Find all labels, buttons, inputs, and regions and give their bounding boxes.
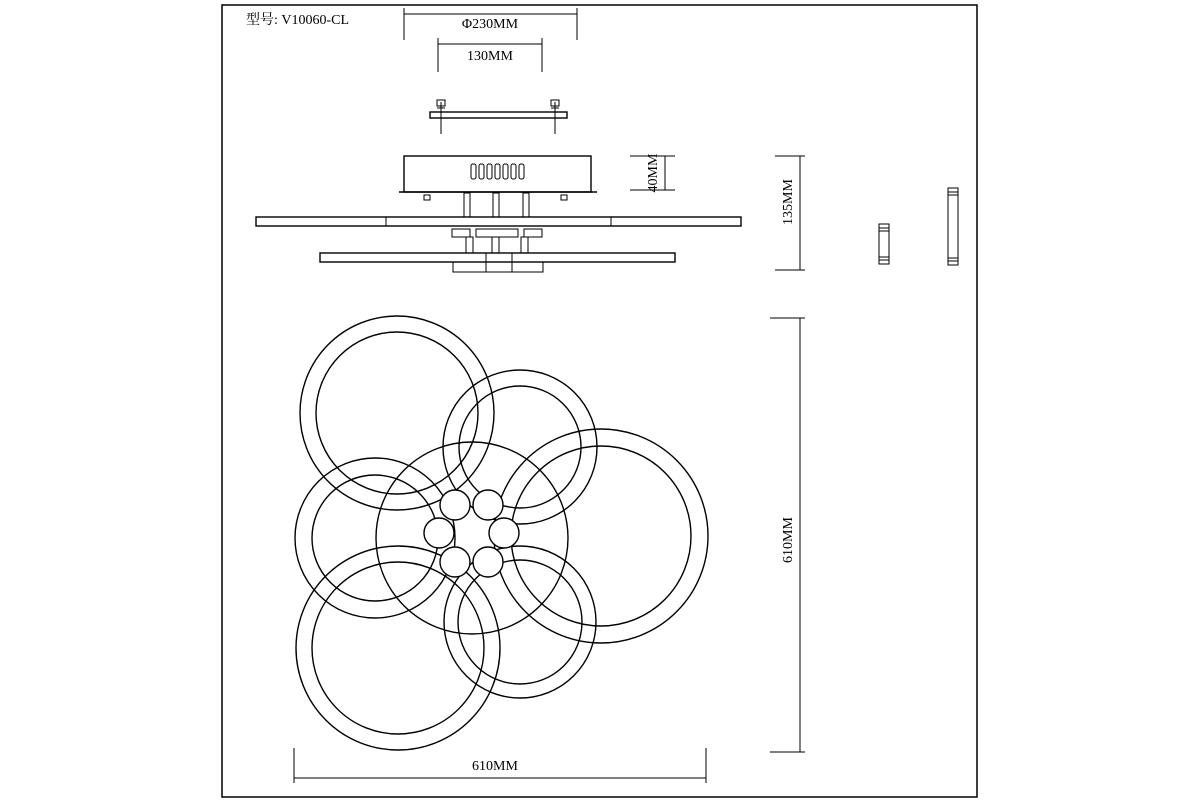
canopy <box>404 156 591 192</box>
model-label: 型号: V10060-CL <box>246 13 350 28</box>
plan-view <box>295 316 708 750</box>
accessory-connector-small <box>879 224 889 264</box>
diameter-label: 610MM <box>781 517 796 563</box>
dimension-diameter <box>770 318 805 752</box>
dimension-mount-diameter <box>404 8 577 40</box>
ring-large-bottom-left <box>296 546 500 750</box>
side-elevation <box>256 156 741 272</box>
lower-ring-profile <box>320 253 675 262</box>
plate-width-label: 130MM <box>467 49 513 64</box>
total-height-label: 135MM <box>781 179 796 225</box>
width-label: 610MM <box>472 759 518 774</box>
canopy-height-label: 40MM <box>646 153 661 193</box>
accessory-connector-long <box>948 188 958 265</box>
globe <box>473 490 503 520</box>
dimension-total-height <box>775 156 805 270</box>
upper-ring-profile <box>256 217 741 226</box>
globe <box>440 547 470 577</box>
globe <box>489 518 519 548</box>
globe <box>440 490 470 520</box>
dimension-width <box>294 748 706 783</box>
drawing-border <box>222 5 977 797</box>
ring-large-right <box>494 429 708 643</box>
dimension-plate-width <box>438 38 542 72</box>
globe <box>473 547 503 577</box>
ring-large-top-left <box>300 316 494 510</box>
globe <box>424 518 454 548</box>
dimension-canopy-height <box>630 153 675 192</box>
mount-diameter-label: Φ230MM <box>461 17 519 32</box>
mounting-bracket <box>430 100 567 134</box>
